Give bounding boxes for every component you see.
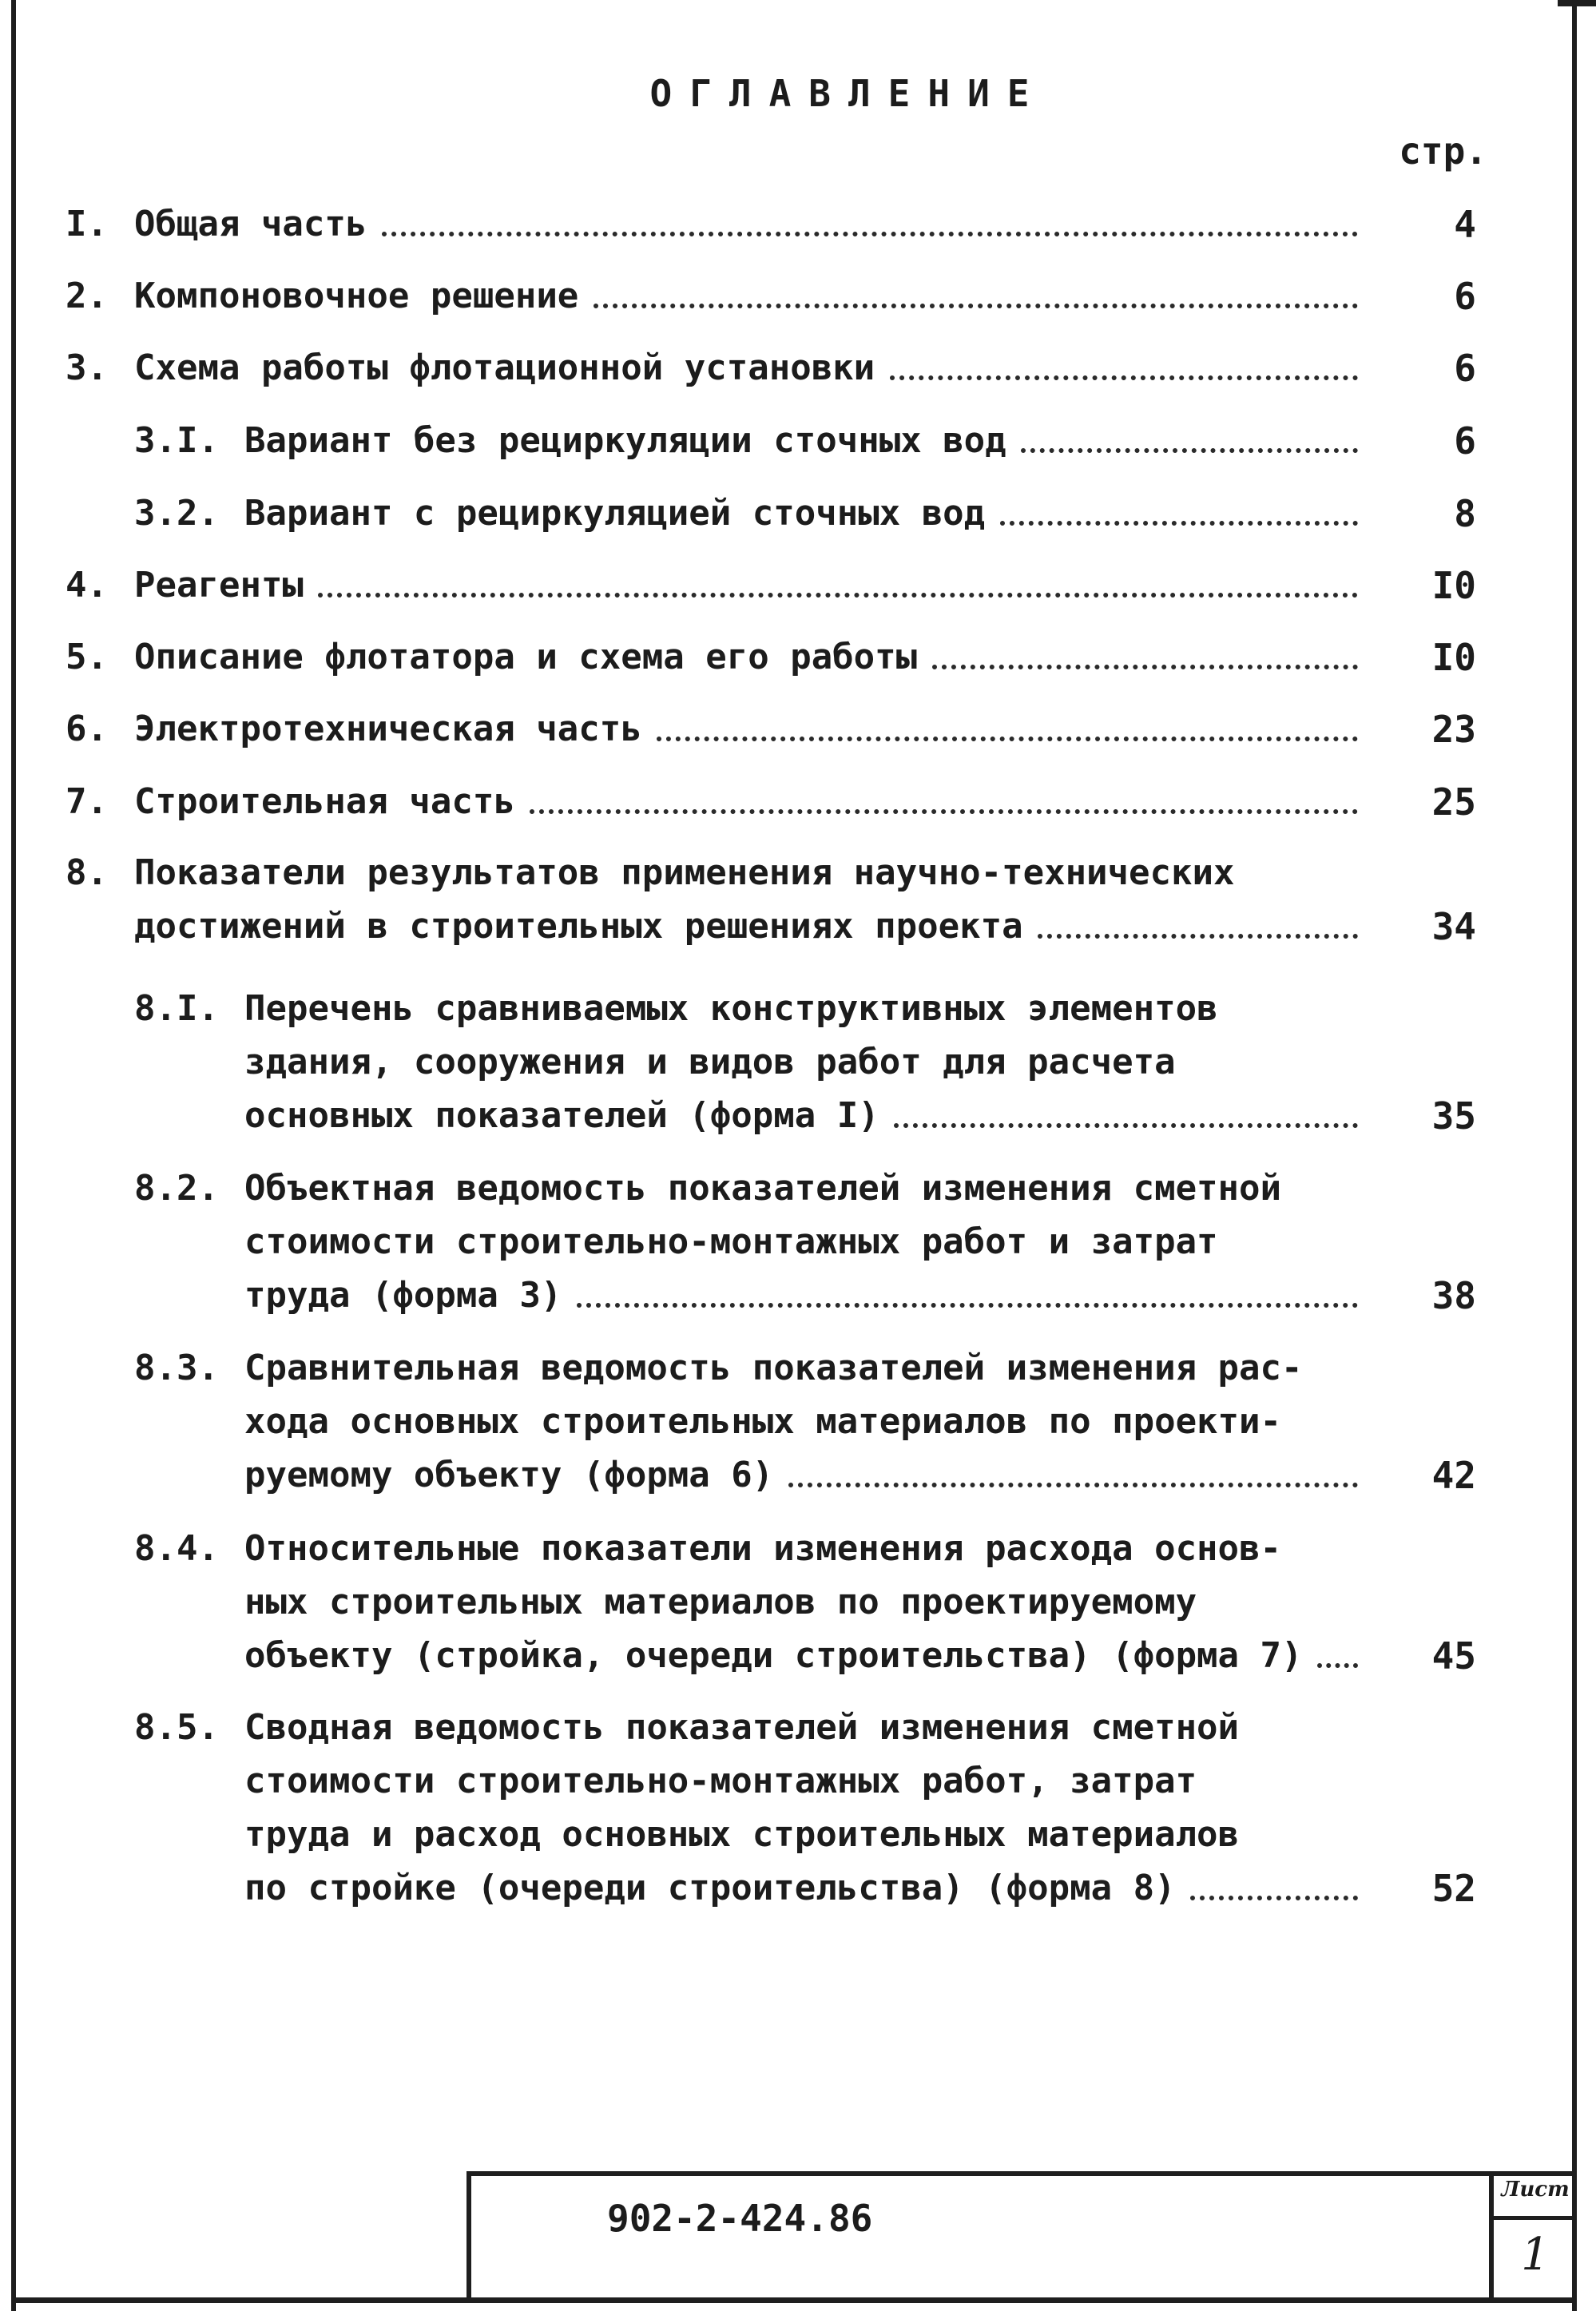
toc-item-text: стоимости строительно-монтажных работ, затрат bbox=[244, 1761, 1197, 1801]
toc-dot-leader bbox=[1021, 448, 1358, 453]
toc-item-text: достижений в строительных решениях проекта bbox=[134, 906, 1023, 947]
toc-dot-leader bbox=[318, 593, 1358, 598]
toc-item-text: Компоновочное решение bbox=[134, 276, 579, 316]
toc-item-text: Строительная часть bbox=[134, 781, 515, 822]
toc-item-text: труда (форма 3) bbox=[244, 1275, 562, 1316]
toc-page-number: 52 bbox=[1431, 1867, 1476, 1910]
toc-item-text: Сводная ведомость показателей изменения сметной bbox=[244, 1707, 1240, 1748]
toc-page-number: I0 bbox=[1431, 636, 1476, 679]
toc-item-text: стоимости строительно-монтажных работ и затрат bbox=[244, 1221, 1218, 1262]
sheet-label: Лист bbox=[1501, 2178, 1570, 2202]
toc-item-number: 3.2. bbox=[134, 493, 219, 534]
toc-item-text: ных строительных материалов по проектируемому bbox=[244, 1582, 1197, 1622]
toc-item-text: труда и расход основных строительных материалов bbox=[244, 1814, 1240, 1855]
toc-item-text: Перечень сравниваемых конструктивных элементов bbox=[244, 988, 1218, 1029]
toc-item-text: Общая часть bbox=[134, 204, 367, 244]
toc-page-number: 23 bbox=[1431, 708, 1476, 751]
title-block-divider bbox=[1489, 2171, 1494, 2303]
toc-page-number: 6 bbox=[1454, 275, 1476, 318]
toc-item-text: Вариант с рециркуляцией сточных вод bbox=[244, 493, 986, 534]
toc-dot-leader bbox=[530, 809, 1358, 814]
toc-page-number: 38 bbox=[1431, 1274, 1476, 1317]
toc-item-number: 8.4. bbox=[134, 1528, 219, 1569]
toc-item-number: 3. bbox=[66, 347, 108, 388]
toc-item-text: объекту (стройка, очереди строительства) (форма 7) bbox=[244, 1635, 1303, 1676]
toc-item-text: Объектная ведомость показателей изменения сметной bbox=[244, 1168, 1282, 1209]
toc-item-text: здания, сооружения и видов работ для расчета bbox=[244, 1042, 1176, 1082]
toc-dot-leader bbox=[1038, 934, 1358, 939]
toc-page-number: 4 bbox=[1454, 203, 1476, 246]
toc-dot-leader bbox=[577, 1303, 1359, 1308]
toc-item-number: 2. bbox=[66, 276, 108, 316]
toc-page-number: I0 bbox=[1431, 564, 1476, 607]
toc-item-text: Описание флотатора и схема его работы bbox=[134, 637, 918, 677]
toc-dot-leader bbox=[932, 665, 1359, 669]
pages-column-header: стр. bbox=[1399, 129, 1487, 173]
toc-item-number: 5. bbox=[66, 637, 108, 677]
toc-item-number: 8.2. bbox=[134, 1168, 219, 1209]
toc-item-text: Электротехническая часть bbox=[134, 709, 642, 749]
toc-item-text: по стройке (очереди строительства) (форма 8) bbox=[244, 1868, 1176, 1908]
toc-item-number: 8.5. bbox=[134, 1707, 219, 1748]
toc-item-text: Сравнительная ведомость показателей изменения рас- bbox=[244, 1348, 1303, 1388]
toc-item-text: хода основных строительных материалов по проекти- bbox=[244, 1401, 1282, 1442]
document-code: 902-2-424.86 bbox=[607, 2197, 873, 2240]
title-block-sheet-divider bbox=[1489, 2216, 1577, 2220]
toc-dot-leader bbox=[594, 304, 1359, 308]
toc-dot-leader bbox=[890, 375, 1359, 380]
toc-dot-leader bbox=[1190, 1896, 1358, 1900]
toc-page-number: 8 bbox=[1454, 492, 1476, 535]
toc-page-number: 6 bbox=[1454, 419, 1476, 463]
toc-item-number: I. bbox=[66, 204, 108, 244]
toc-item-number: 8. bbox=[66, 852, 108, 893]
toc-page-number: 34 bbox=[1431, 905, 1476, 948]
toc-item-number: 4. bbox=[66, 565, 108, 606]
toc-item-text: Реагенты bbox=[134, 565, 304, 606]
toc-page-number: 45 bbox=[1431, 1634, 1476, 1678]
toc-item-text: Вариант без рециркуляции сточных вод bbox=[244, 420, 1006, 461]
toc-item-number: 8.I. bbox=[134, 988, 219, 1029]
toc-item-number: 6. bbox=[66, 709, 108, 749]
toc-dot-leader bbox=[894, 1123, 1358, 1128]
toc-dot-leader bbox=[657, 737, 1358, 741]
toc-item-number: 8.3. bbox=[134, 1348, 219, 1388]
toc-dot-leader bbox=[788, 1483, 1359, 1487]
toc-item-number: 7. bbox=[66, 781, 108, 822]
toc-page-number: 42 bbox=[1431, 1454, 1476, 1497]
toc-dot-leader bbox=[1000, 521, 1359, 526]
toc-page-number: 35 bbox=[1431, 1094, 1476, 1138]
toc-item-text: Показатели результатов применения научно-технических bbox=[134, 852, 1235, 893]
toc-dot-leader bbox=[1317, 1663, 1358, 1668]
toc-item-text: основных показателей (форма I) bbox=[244, 1095, 879, 1136]
toc-item-text: Относительные показатели изменения расхода основ- bbox=[244, 1528, 1282, 1569]
toc-item-number: 3.I. bbox=[134, 420, 219, 461]
toc-page-number: 6 bbox=[1454, 347, 1476, 390]
toc-dot-leader bbox=[382, 232, 1359, 236]
document-title: ОГЛАВЛЕНИЕ bbox=[649, 72, 1047, 115]
toc-item-text: Схема работы флотационной установки bbox=[134, 347, 875, 388]
sheet-number: 1 bbox=[1521, 2229, 1550, 2281]
toc-page-number: 25 bbox=[1431, 780, 1476, 824]
toc-item-text: руемому объекту (форма 6) bbox=[244, 1455, 774, 1495]
